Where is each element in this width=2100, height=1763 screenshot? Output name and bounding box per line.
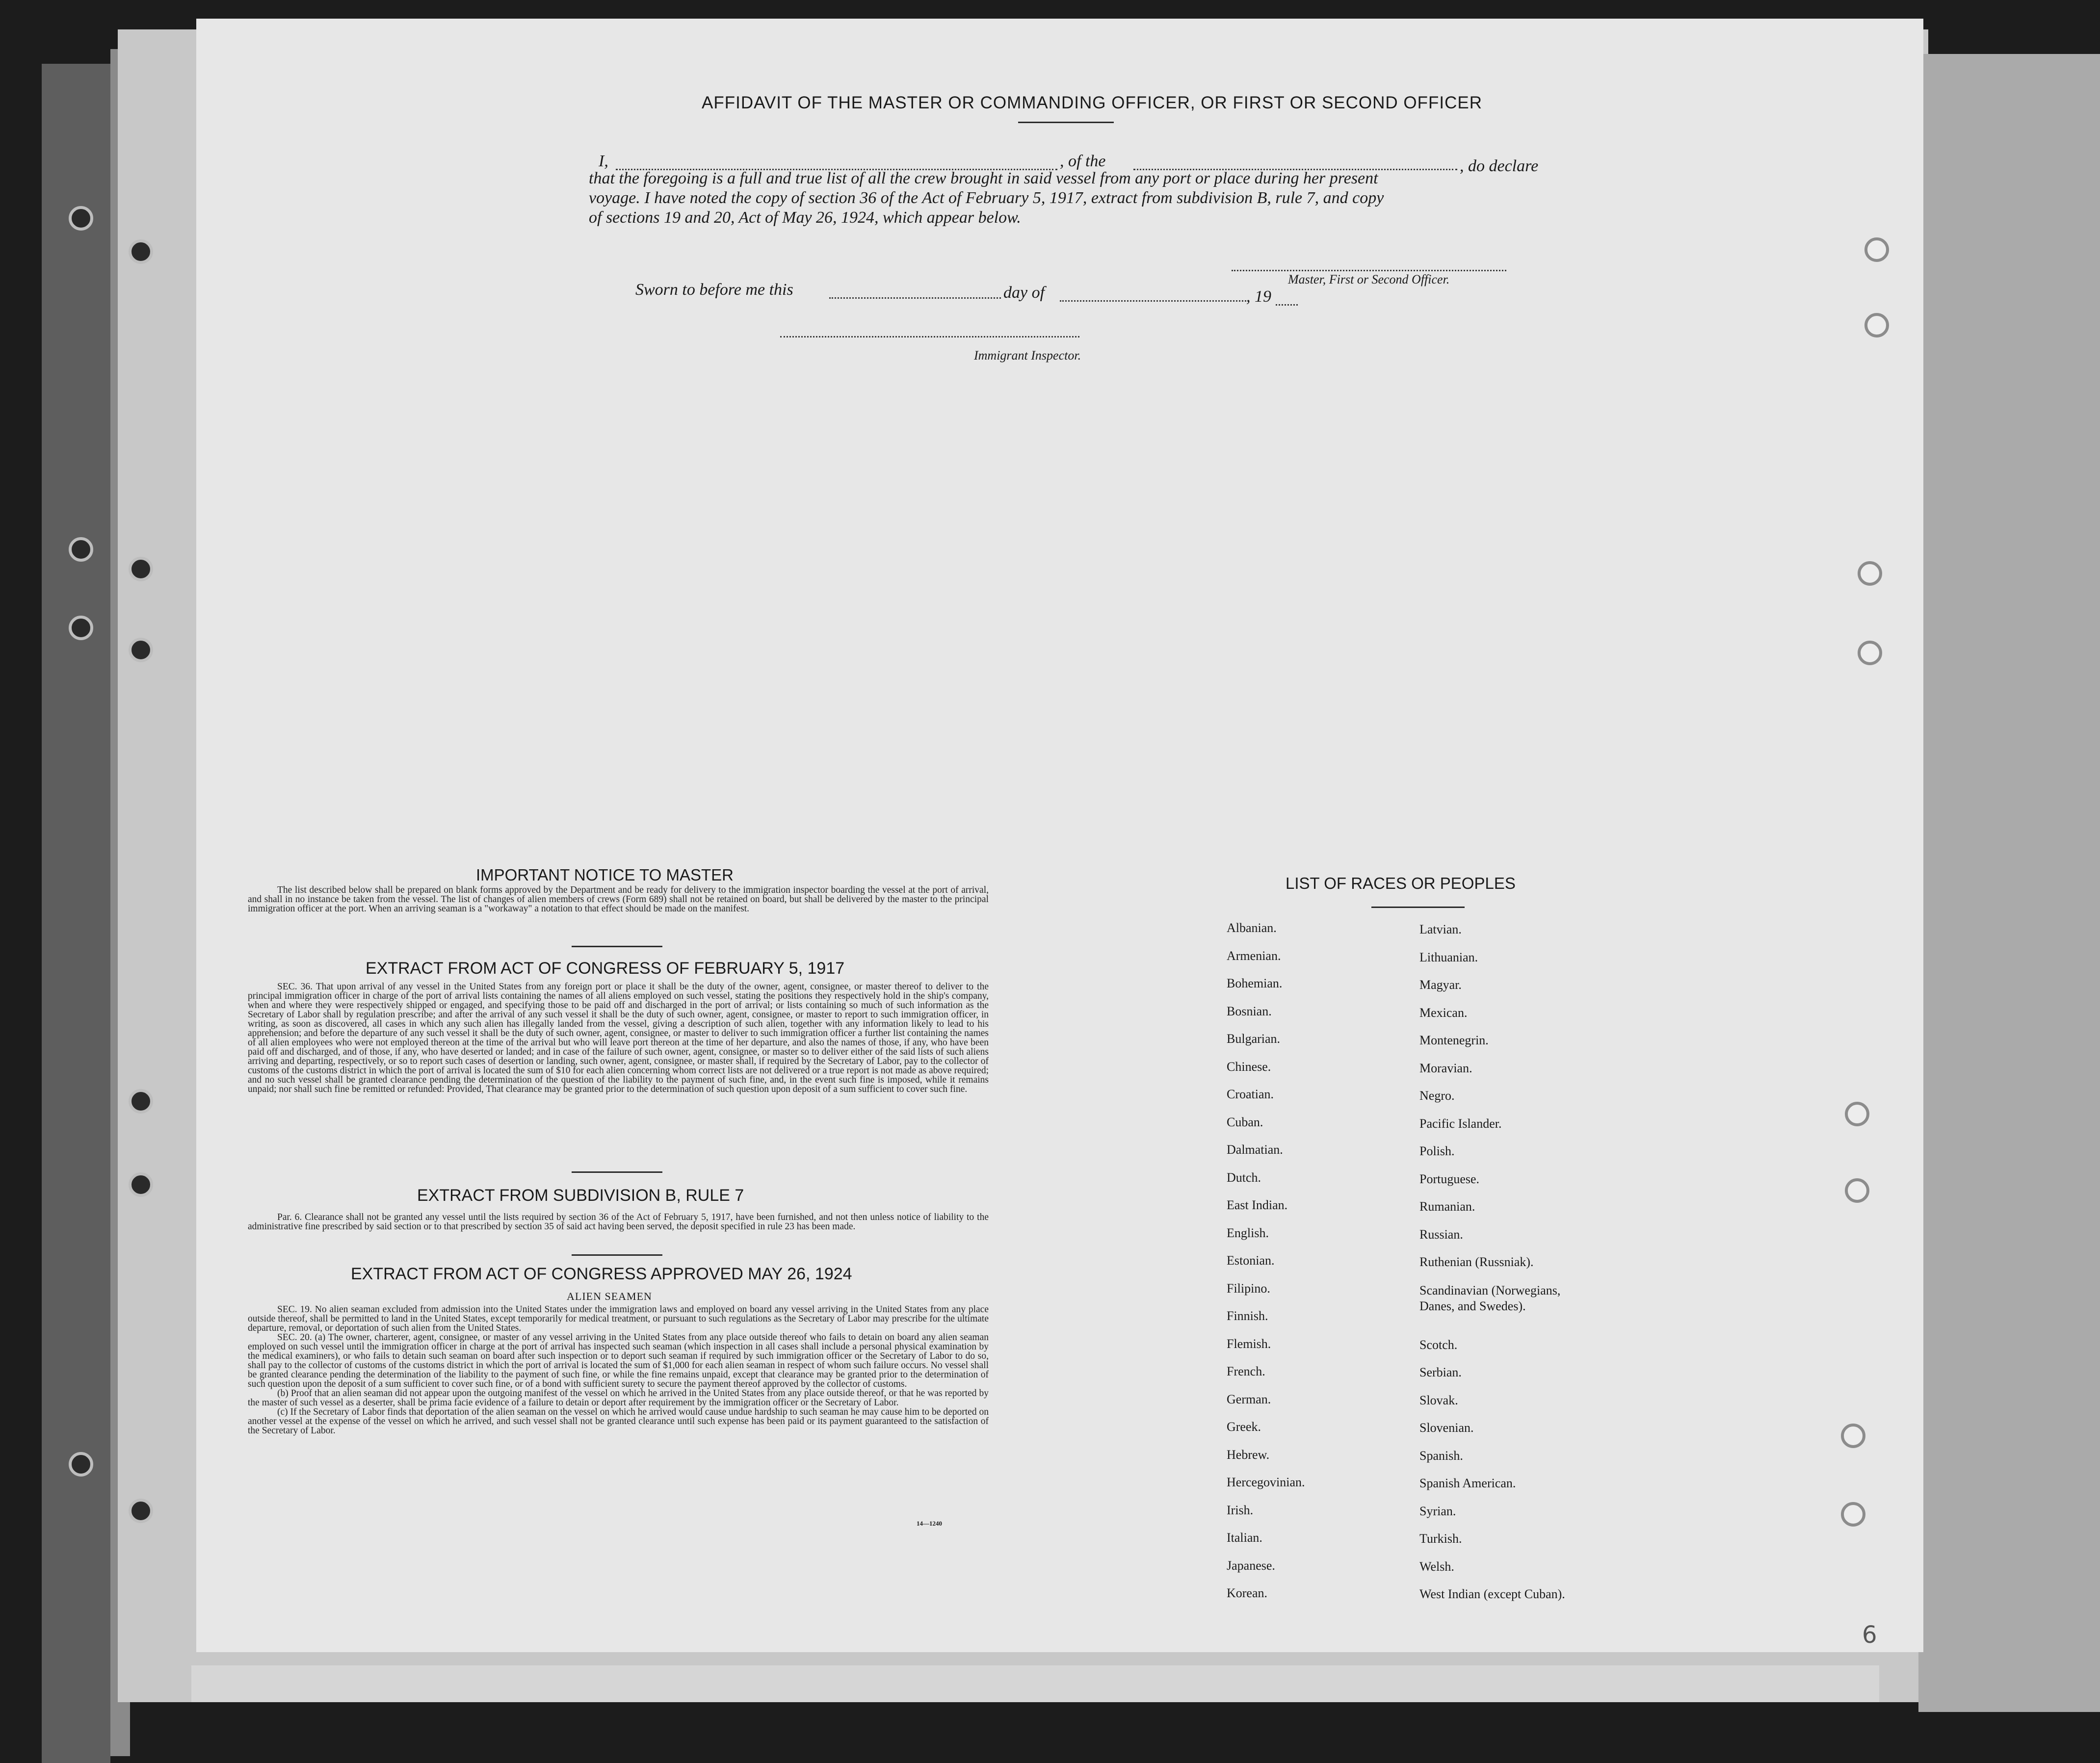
race-item: Bulgarian.: [1227, 1032, 1281, 1046]
race-item: Latvian.: [1419, 922, 1462, 936]
binder-strip: [42, 64, 110, 1763]
race-item: French.: [1227, 1364, 1265, 1378]
affidavit-line-2: that the foregoing is a full and true list of all the crew brought in said vessel from any port or place during her present: [589, 169, 1378, 187]
binder-hole: [129, 1499, 153, 1523]
race-item: Italian.: [1227, 1530, 1262, 1545]
race-item: Bohemian.: [1227, 976, 1283, 990]
race-item: Welsh.: [1419, 1559, 1454, 1574]
affidavit-line-of: , of the: [1060, 152, 1106, 170]
sec20c-text: (c) If the Secretary of Labor finds that deportation of the alien seaman on the vessel on which he arrived would cause undue hardship to such seaman he may cause him to be deported on another vessel at the expense of the vessel on which he arrived, and such vessel shall not be granted clearance until such expense has been paid or its payment guaranteed to the satisfaction of the Secretary of Labor.: [248, 1407, 989, 1436]
race-item: Hercegovinian.: [1227, 1475, 1305, 1489]
sheet-hole: [1845, 1102, 1869, 1126]
race-item: Chinese.: [1227, 1059, 1271, 1074]
binder-hole: [129, 557, 153, 581]
par6-text: Par. 6. Clearance shall not be granted any vessel until the lists required by section 36 of the Act of February 5, 1917, have been furnished, and not then unless notice of liability to the administrative fine prescribed by said section or to that prescribed by section 35 of said act having been served, the deposit specified in rule 23 has been made.: [248, 1212, 989, 1232]
page-number-mark: 6: [1862, 1621, 1877, 1649]
race-item: Turkish.: [1419, 1531, 1462, 1546]
sec20a-text: SEC. 20. (a) The owner, charterer, agent, consignee, or master of any vessel arriving in the United States from any place outside thereof who fails to detain on board any alien seaman employed on such vessel until the immigration officer in charge at the port of arrival has inspected such seaman (which inspection in all cases shall include a personal physical examination by the medical examiners), or who fails to detain such seaman on board after such inspection or to deport such seaman if required by such immigration officer or the Secretary of Labor to do so, shall pay to the collector of customs of the customs district in which the port of arrival is located the sum of $1,000 for each alien seaman in respect of whom such failure occurs. No vessel shall be granted clearance pending the determination of the liability to the payment of such fine, or while the fine remains unpaid, except that clearance may be granted prior to the determination of such question upon the deposit of a sum sufficient to cover such fine, or of a bond with sufficient surety to secure the payment thereof approved by the collector of customs.: [248, 1332, 989, 1389]
notice-title: IMPORTANT NOTICE TO MASTER: [476, 866, 734, 884]
race-item: Spanish.: [1419, 1448, 1463, 1463]
race-item: Mexican.: [1419, 1005, 1468, 1020]
race-item: Scotch.: [1419, 1337, 1458, 1352]
race-item: Estonian.: [1227, 1253, 1275, 1268]
affidavit-title: AFFIDAVIT OF THE MASTER OR COMMANDING OFFICER, OR FIRST OR SECOND OFFICER: [702, 93, 1483, 112]
race-item: Finnish.: [1227, 1309, 1268, 1323]
race-item: German.: [1227, 1392, 1271, 1406]
inspector-signature-field[interactable]: [780, 336, 1079, 337]
race-item: Scandinavian (Norwegians, Danes, and Swedes).: [1419, 1283, 1561, 1313]
race-item: Filipino.: [1227, 1281, 1270, 1296]
binder-hole: [129, 239, 153, 264]
race-item: Magyar.: [1419, 978, 1462, 992]
sec19-text: SEC. 19. No alien seaman excluded from admission into the United States under the immigration laws and employed on board any vessel arriving in the United States from any place outside thereof, shall be permitted to land in the United States, except temporarily for medical treatment, or pursuant to such regulations as the Secretary of Labor may prescribe for the ultimate departure, removal, or deportation of such alien from the United States.: [248, 1304, 989, 1333]
race-item: Rumanian.: [1419, 1199, 1475, 1214]
race-item: Russian.: [1419, 1227, 1463, 1242]
races-rule: [1371, 907, 1465, 908]
binder-hole: [69, 1452, 93, 1477]
sheet-hole: [1864, 313, 1889, 337]
binder-hole: [69, 537, 93, 562]
race-item: Flemish.: [1227, 1336, 1271, 1351]
affidavit-line-i: I,: [599, 152, 608, 170]
race-item: Syrian.: [1419, 1504, 1456, 1518]
race-item: Hebrew.: [1227, 1447, 1270, 1462]
inspector-label: Immigrant Inspector.: [974, 348, 1081, 363]
sec36-text: SEC. 36. That upon arrival of any vessel in the United States from any foreign port or place it shall be the duty of the owner, agent, consignee, or master thereof to deliver to the principal immigration officer in charge of the port of arrival lists containing the names of all aliens employed on such vessel, stating the positions they respectively hold in the ship's company, when and where they were respectively shipped or engaged, and specifying those to be paid off and discharged in the port of arrival; or lists containing so much of such information as the Secretary of Labor shall by regulation prescribe; and after the arrival of any such vessel it shall be the duty of such owner, agent, consignee, or master to report to such immigration officer, in writing, as soon as discovered, all cases in which any such alien has illegally landed from the vessel, giving a description of such alien, together with any information likely to lead to his apprehension; and before the departure of any such vessel it shall be the duty of such owner, agent, consignee, or master to deliver to such immigration officer a further list containing the names of all alien employees who were not employed thereon at the time of the arrival but who will leave port thereon at the time of her departure, and also the names of those, if any, who have been paid off and discharged, and of those, if any, who have deserted or landed; and in case of the failure of such owner, agent, consignee, or master so to deliver either of the said lists of such aliens arriving and departing, respectively, or so to report such cases of desertion or landing, such owner, agent, consignee, or master shall, if required by the Secretary of Labor, pay to the collector of customs of the customs district in which the port of arrival is located the sum of $10 for each alien concerning whom correct lists are not delivered or a true report is not made as above required; and no such vessel shall be granted clearance pending the determination of the question of the liability to the payment of such fine, and, in the event such fine is imposed, while it remains unpaid; nor shall such fine be remitted or refunded: Provided, That clearance may be granted prior to the determination of such question upon deposit of a sum sufficient to cover such fine.: [248, 982, 989, 1094]
race-item: Cuban.: [1227, 1115, 1263, 1129]
sec20b-text: (b) Proof that an alien seaman did not appear upon the outgoing manifest of the vessel on which he arrived in the United States from any place outside thereof, or that he was reported by the master of such vessel as a deserter, shall be prima facie evidence of a failure to detain or deport after requirement by the immigration officer or the Secretary of Labor.: [248, 1388, 989, 1408]
extract-1917-title: EXTRACT FROM ACT OF CONGRESS OF FEBRUARY 5, 1917: [366, 959, 845, 978]
race-item: Croatian.: [1227, 1087, 1274, 1101]
binder-hole: [129, 1172, 153, 1197]
title-rule: [1018, 122, 1114, 123]
affidavit-line-declare: , do declare: [1460, 157, 1539, 175]
sheet-hole: [1858, 561, 1882, 586]
race-item: Greek.: [1227, 1420, 1261, 1434]
race-item: Serbian.: [1419, 1365, 1462, 1379]
race-item: Slovenian.: [1419, 1421, 1474, 1435]
race-item: Dalmatian.: [1227, 1142, 1283, 1157]
race-item: Lithuanian.: [1419, 950, 1478, 964]
races-title: LIST OF RACES OR PEOPLES: [1286, 874, 1516, 892]
sworn-month-field[interactable]: [1060, 300, 1246, 302]
extract-1924-title: EXTRACT FROM ACT OF CONGRESS APPROVED MAY 26, 1924: [351, 1265, 852, 1283]
notice-body: [248, 885, 989, 913]
year-label: , 19: [1246, 287, 1271, 306]
race-item: Montenegrin.: [1419, 1033, 1489, 1047]
race-item: Irish.: [1227, 1503, 1254, 1517]
affidavit-line-3: voyage. I have noted the copy of section 36 of the Act of February 5, 1917, extract from subdivision B, rule 7, and copy: [589, 189, 1384, 207]
race-item: Negro.: [1419, 1089, 1455, 1103]
race-item: Pacific Islander.: [1419, 1116, 1502, 1131]
binder-hole: [69, 616, 93, 640]
race-item: Armenian.: [1227, 948, 1281, 963]
race-item: Ruthenian (Russniak).: [1419, 1255, 1534, 1269]
race-item: Bosnian.: [1227, 1004, 1272, 1018]
race-item: Albanian.: [1227, 921, 1277, 935]
sheet-bottom-rim: [191, 1665, 1879, 1702]
race-item: English.: [1227, 1225, 1269, 1240]
race-item: Dutch.: [1227, 1170, 1261, 1185]
sheet-hole: [1858, 641, 1882, 665]
sheet-hole: [1841, 1424, 1865, 1448]
race-item: Japanese.: [1227, 1558, 1275, 1573]
master-signature-field[interactable]: [1232, 270, 1506, 271]
extract-1917-rule: [572, 1171, 662, 1173]
notice-text: The list described below shall be prepared on blank forms approved by the Department and be ready for delivery to the immigration inspector boarding the vessel at the port of arrival, and shall in no instance be taken from the vessel. The list of changes of alien members of crews (Form 689) shall not be retained on board, but shall be delivered by the master to the principal immigration officer at the port. When an arriving seaman is a "workaway" a notation to that effect should be made on the manifest.: [248, 885, 989, 914]
master-signature-label: Master, First or Second Officer.: [1288, 272, 1450, 286]
alien-seamen-subtitle: ALIEN SEAMEN: [567, 1290, 652, 1302]
race-item: Moravian.: [1419, 1061, 1472, 1075]
race-item: Spanish American.: [1419, 1476, 1516, 1490]
underlying-sheet-right: [1918, 54, 2100, 1712]
day-of-label: day of: [1003, 284, 1045, 302]
sheet-hole: [1845, 1178, 1869, 1203]
race-item: Korean.: [1227, 1586, 1268, 1600]
sworn-label: Sworn to before me this: [635, 281, 793, 299]
subdivision-b-rule: [572, 1254, 662, 1256]
form-number: 14—1240: [917, 1520, 942, 1527]
notice-rule: [572, 946, 662, 947]
race-item: Portuguese.: [1419, 1171, 1480, 1186]
binder-hole: [69, 206, 93, 231]
extract-1924-body: [248, 1305, 989, 1435]
race-item: East Indian.: [1227, 1198, 1288, 1212]
sheet-hole: [1841, 1502, 1865, 1527]
subdivision-b-title: EXTRACT FROM SUBDIVISION B, RULE 7: [417, 1186, 744, 1205]
race-item: West Indian (except Cuban).: [1419, 1587, 1565, 1601]
extract-1917-body: [248, 982, 989, 1094]
binder-hole: [129, 1089, 153, 1114]
affidavit-line-4: of sections 19 and 20, Act of May 26, 1924, which appear below.: [589, 208, 1021, 227]
sworn-day-field[interactable]: [829, 297, 1001, 299]
sworn-year-field[interactable]: [1276, 304, 1298, 306]
race-item: Slovak.: [1419, 1393, 1458, 1407]
subdivision-b-body: [248, 1213, 989, 1231]
race-item: Polish.: [1419, 1144, 1455, 1158]
binder-hole: [129, 638, 153, 662]
sheet-hole: [1864, 237, 1889, 262]
